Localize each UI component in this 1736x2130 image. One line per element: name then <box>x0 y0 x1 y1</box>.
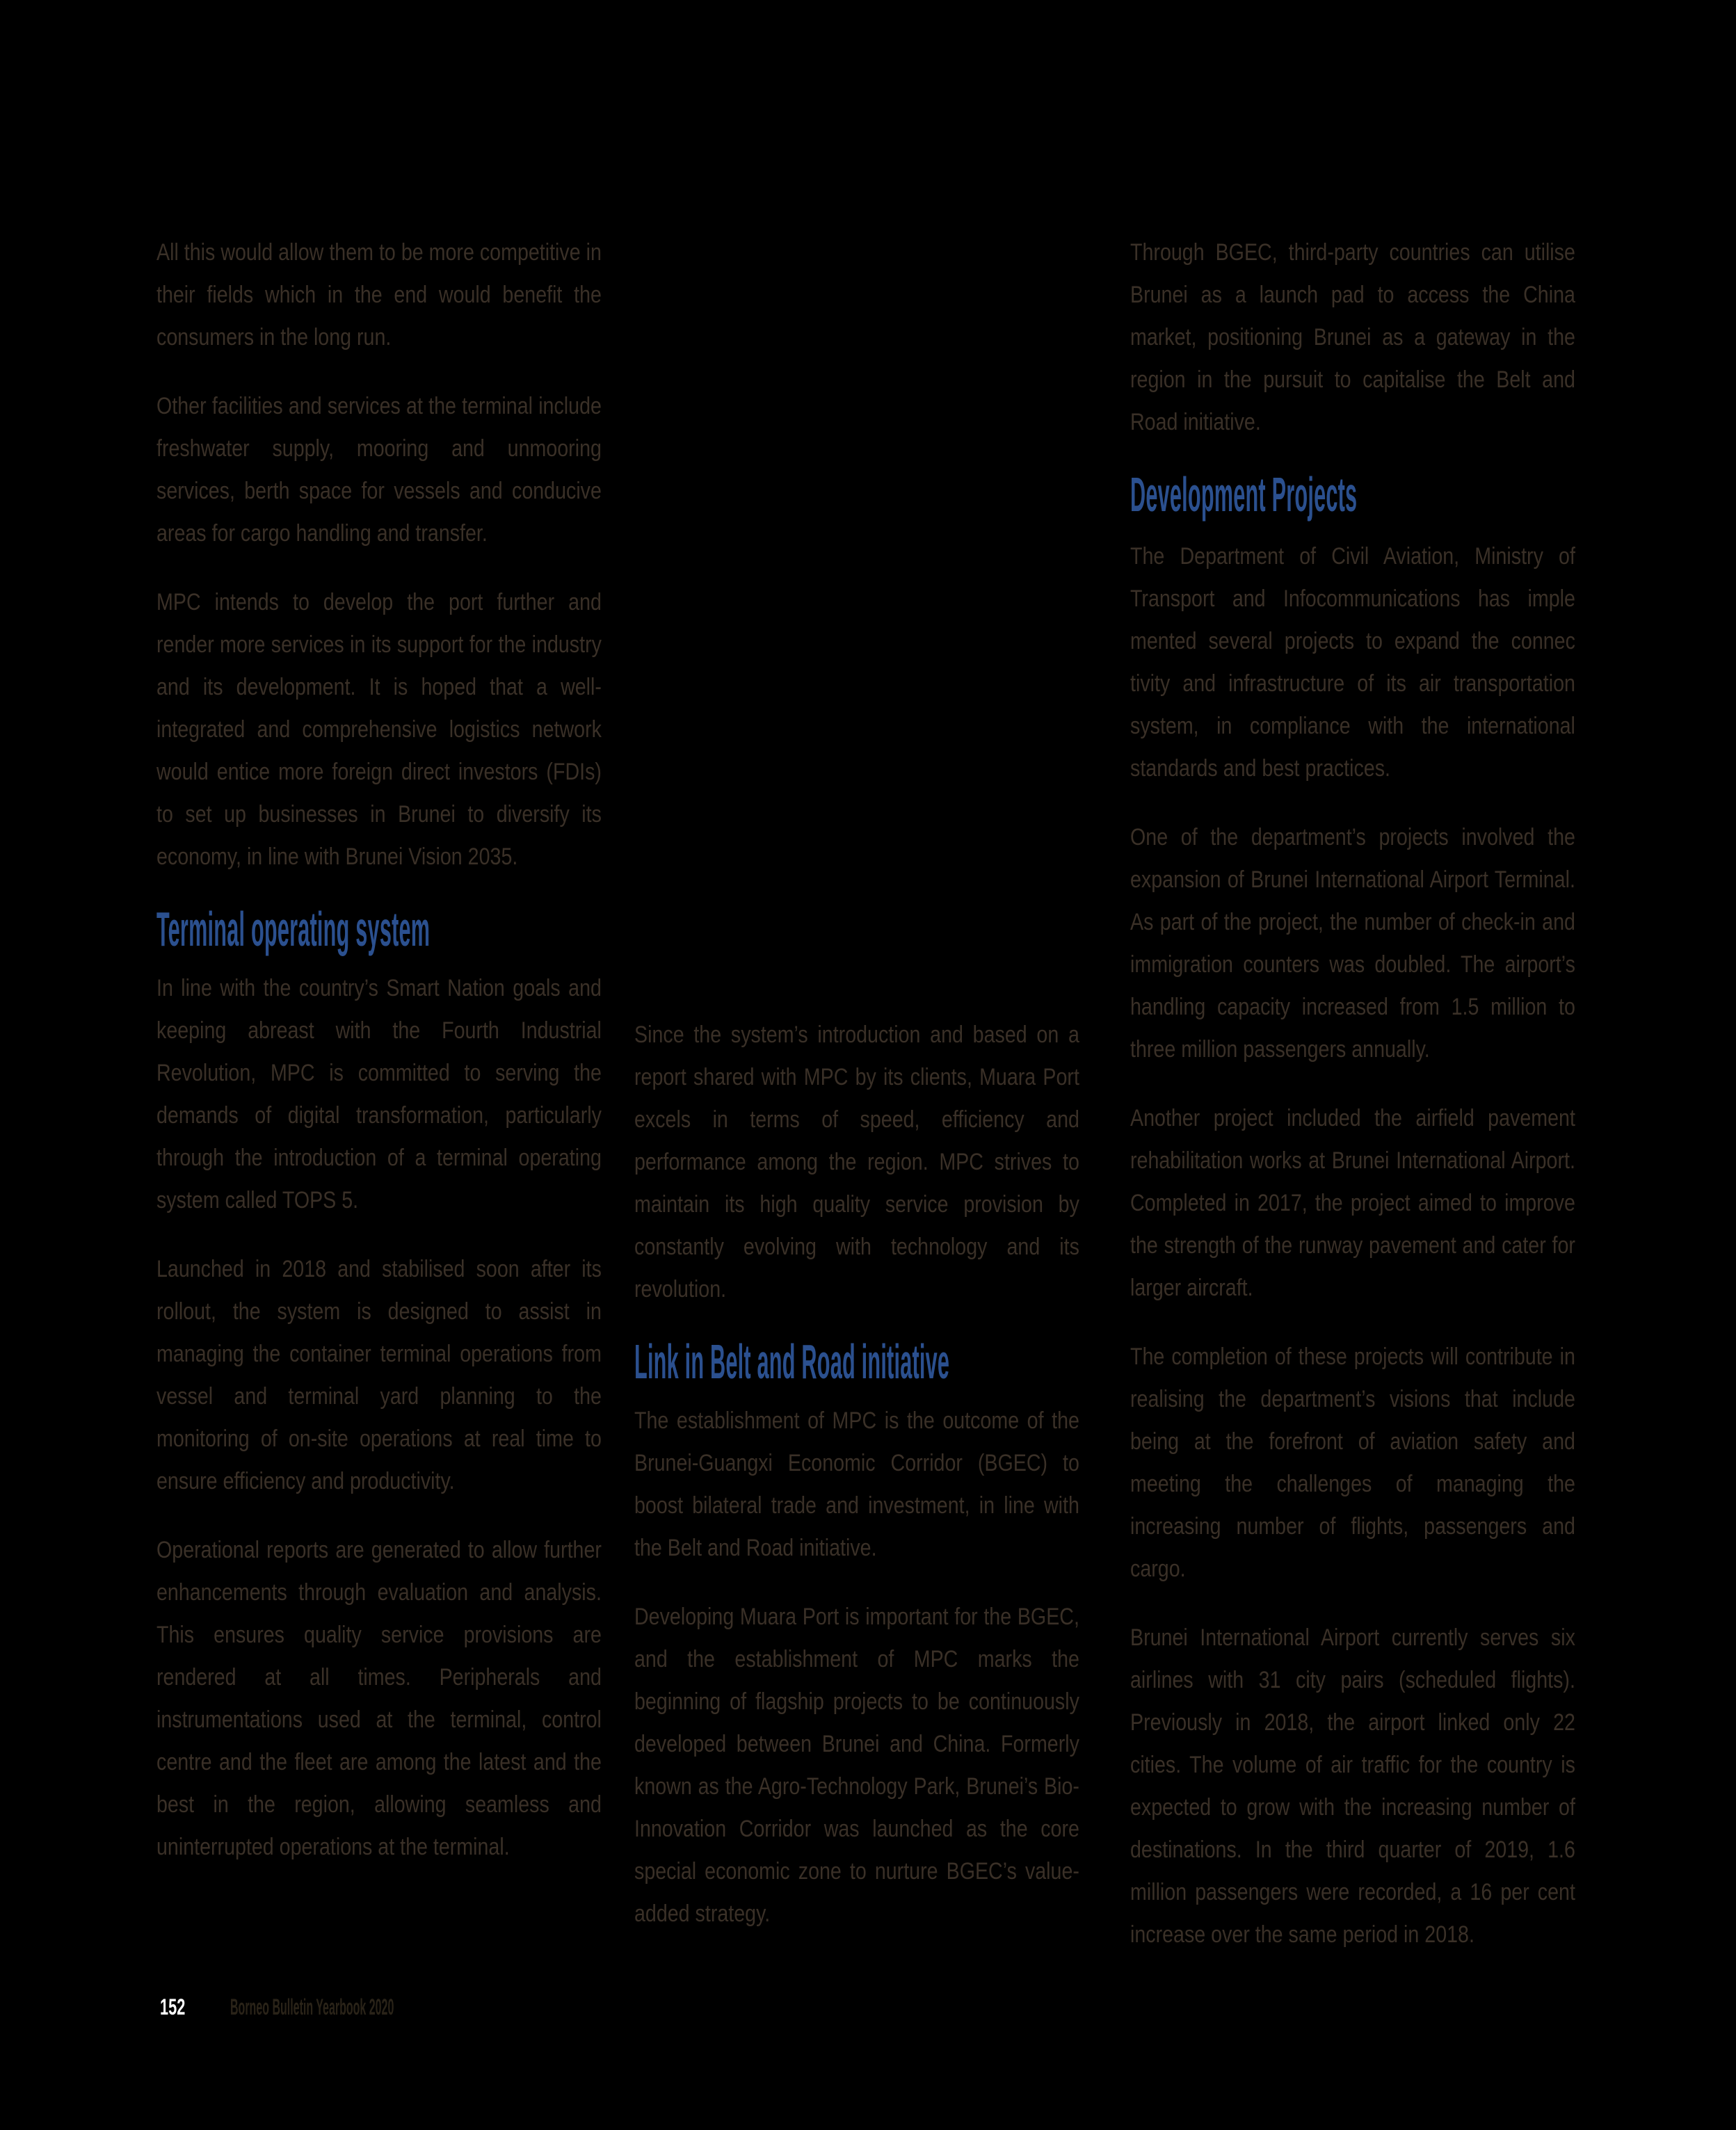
column-middle <box>634 1014 1079 1962</box>
paragraph-left-4: In line with the country’s Smart Nation goals and keeping abreast with the Fourth Industrial Revolution, MPC is committed to serving the demands of digital transformation, particularly through the introduction of a terminal operating system called TOPS 5. <box>156 975 602 1213</box>
section-heading-terminal-operating-system <box>156 902 602 956</box>
paragraph-middle-1: Since the system’s introduction and based on a report shared with MPC by its clients, Muara Port excels in terms of speed, efficiency and performance among the region. MPC strives to maintain its high quality service provision by constantly evolving with technology and its revolution. <box>634 1022 1079 1302</box>
paragraph-left-5: Launched in 2018 and stabilised soon after its rollout, the system is designed to assist in managing the container terminal operations from vessel and terminal yard planning to the monitoring of on-site operations at real time to ensure efficiency and productivity. <box>156 1256 602 1494</box>
section-heading-development-projects <box>1130 467 1575 522</box>
paragraph-right-3: One of the department’s projects involved the expansion of Brunei International Airport Terminal. As part of the project, the number of check-in and immigration counters was doubled. The airport’s handling capacity increased from 1.5 million to three million passengers annually. <box>1130 824 1575 1063</box>
footer-publication: Borneo Bulletin Yearbook 2020 <box>230 1994 394 2019</box>
paragraph-left-1: All this would allow them to be more competitive in their fields which in the end would benefit the consumers in the long run. <box>156 239 602 350</box>
column-right <box>1130 232 1575 1983</box>
column-left <box>156 232 602 1895</box>
paragraph-right-1: Through BGEC, third-party countries can utilise Brunei as a launch pad to access the China market, positioning Brunei as a gateway in the region in the pursuit to capitalise the Belt and Road initiative. <box>1130 239 1575 435</box>
paragraph-right-4: Another project included the airfield pavement rehabilitation works at Brunei International Airport. Completed in 2017, the project aimed to improve the strength of the runway pavement and cater for larger aircraft. <box>1130 1105 1575 1301</box>
paragraph-right-2: The Department of Civil Aviation, Ministry of Transport and Infocommunications has imple mented several projects to expand the connec tivity and infrastructure of its air transportation system, in compliance with the international standards and best practices. <box>1130 543 1575 782</box>
paragraph-left-6: Operational reports are generated to allow further enhancements through evaluation and analysis. This ensures quality service provisions are rendered at all times. Peripherals and instrumentations used at the terminal, control centre and the fleet are among the latest and the best in the region, allowing seamless and uninterrupted operations at the terminal. <box>156 1537 602 1860</box>
paragraph-right-6: Brunei International Airport currently serves six airlines with 31 city pairs (scheduled flights). Previously in 2018, the airport linked only 22 cities. The volume of air traffic for the country is expected to grow with the increasing number of destinations. In the third quarter of 2019, 1.6 million passengers were recorded, a 16 per cent increase over the same period in 2018. <box>1130 1624 1575 1948</box>
section-heading-label: Link in Belt and Road initiative <box>634 1334 950 1389</box>
paragraph-right-5: The completion of these projects will contribute in realising the department’s visions that include being at the forefront of aviation safety and meeting the challenges of managing the increasing number of flights, passengers and cargo. <box>1130 1344 1575 1582</box>
paragraph-middle-2: The establishment of MPC is the outcome of the Brunei-Guangxi Economic Corridor (BGEC) to boost bilateral trade and investment, in line with the Belt and Road initiative. <box>634 1407 1079 1561</box>
section-heading-label: Development Projects <box>1130 467 1358 522</box>
section-heading-label: Terminal operating system <box>156 902 431 956</box>
page-footer <box>160 1993 558 2021</box>
section-heading-link-in-belt-and-road-initiative <box>634 1334 1079 1389</box>
paragraph-middle-3: Developing Muara Port is important for the BGEC, and the establishment of MPC marks the beginning of flagship projects to be continuously developed between Brunei and China. Formerly known as the Agro-Technology Park, Brunei’s Bio-Innovation Corridor was launched as the core special economic zone to nurture BGEC’s value-added strategy. <box>634 1604 1079 1927</box>
paragraph-left-2: Other facilities and services at the terminal include freshwater supply, mooring and unmooring services, berth space for vessels and conducive areas for cargo handling and transfer. <box>156 393 602 547</box>
paragraph-left-3: MPC intends to develop the port further and render more services in its support for the industry and its development. It is hoped that a well-integrated and comprehensive logistics network would entice more foreign direct investors (FDIs) to set up businesses in Brunei to diversify its economy, in line with Brunei Vision 2035. <box>156 589 602 870</box>
page-number: 152 <box>160 1994 186 2019</box>
